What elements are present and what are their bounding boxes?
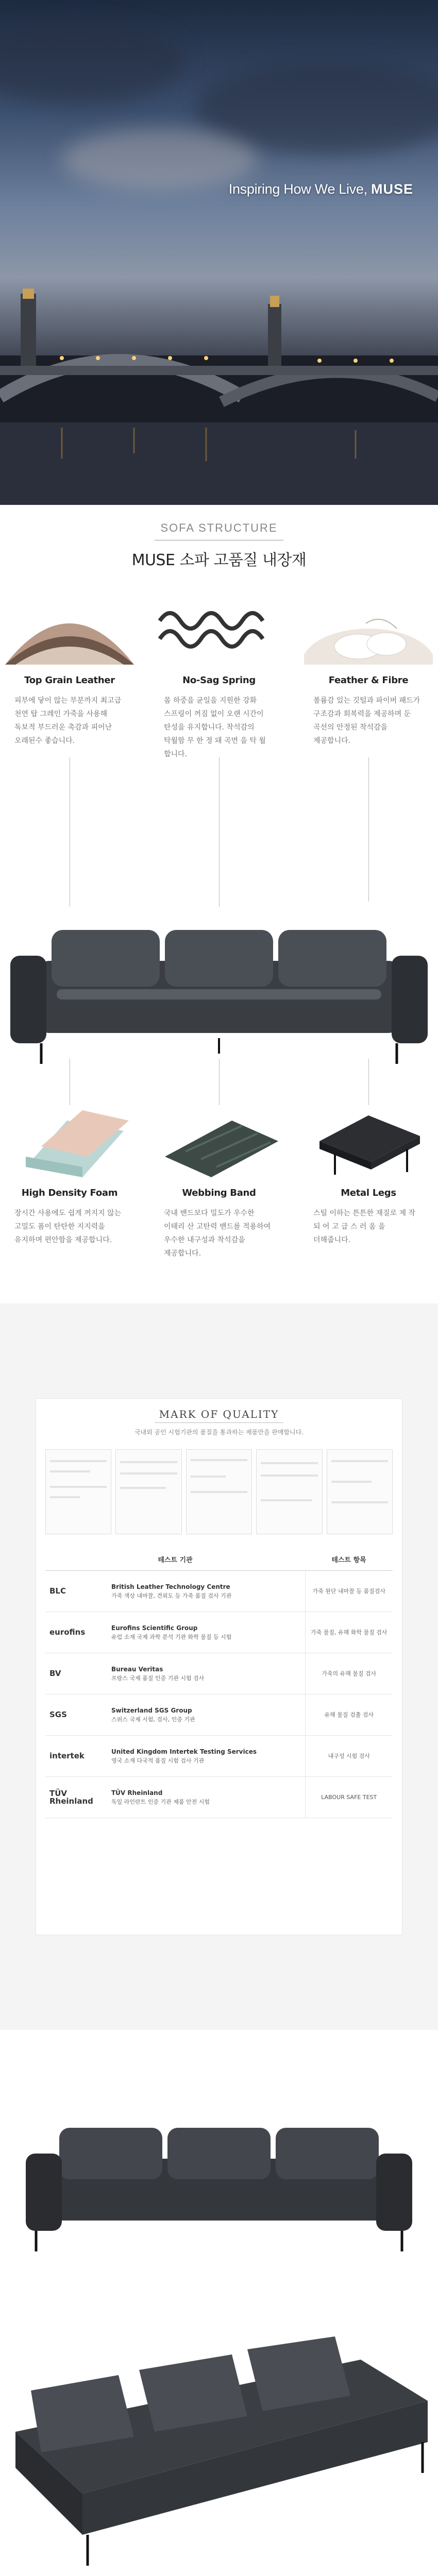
feature-title: Feather & Fibre — [328, 675, 409, 686]
section-eyebrow: SOFA STRUCTURE — [160, 521, 278, 534]
feature-top-grain-leather — [5, 592, 134, 748]
quality-subtitle: 국내외 공인 시험기관의 품질을 통과하는 제품만을 판매합니다. — [134, 1429, 304, 1436]
feature-title: No-Sag Spring — [182, 675, 256, 686]
certificate-gallery — [45, 1449, 393, 1534]
sofa-photo-angle — [0, 2298, 438, 2576]
leader-line — [219, 1059, 220, 1105]
agency-desc: 가죽 색상 내마찰, 견뢰도 등 가죽 품질 검사 기관 — [111, 1592, 232, 1599]
certificate-image — [45, 1449, 111, 1534]
certificate-image — [256, 1449, 322, 1534]
divider — [155, 1422, 283, 1423]
table-header-row — [45, 1548, 393, 1571]
feature-title: Metal Legs — [341, 1188, 396, 1198]
leader-line — [368, 1059, 369, 1105]
cloud — [0, 21, 186, 103]
agency-cell — [107, 1694, 305, 1736]
test-item: 유해 물질 검출 검사 — [305, 1694, 393, 1736]
agency-logo: TÜV Rheinland — [45, 1777, 107, 1818]
agency-logo: intertek — [45, 1736, 107, 1777]
feature-high-density-foam — [5, 1105, 134, 1247]
feature-desc: 국내 밴드보다 밀도가 우수한 이태리 산 고탄력 밴드를 적용하여 우수한 내구성과 착석감을 제공합니다. — [164, 1209, 271, 1258]
hero-tagline — [229, 181, 413, 197]
webbing-image — [155, 1105, 283, 1177]
test-item: 가죽의 유해 물질 검사 — [305, 1653, 393, 1694]
feature-no-sag-spring — [155, 592, 283, 761]
agency-name: United Kingdom Intertek Testing Services — [111, 1748, 257, 1755]
feature-feather-fibre — [304, 592, 433, 748]
agency-cell — [107, 1736, 305, 1777]
agency-name: Eurofins Scientific Group — [111, 1624, 198, 1632]
mark-of-quality-section — [0, 1303, 438, 2030]
feature-title: High Density Foam — [21, 1188, 118, 1198]
sofa-illustration — [10, 899, 428, 1069]
certificate-image — [327, 1449, 393, 1534]
leader-line — [219, 757, 220, 907]
table-row — [45, 1777, 393, 1818]
feature-desc: 피부에 닿이 않는 부분까지 최고급 천연 탑 그레인 가죽을 사용해 독보적 부드러운 촉감과 피어난 오래된수 좋습니다. — [14, 697, 122, 745]
brand-name: MUSE — [370, 181, 413, 197]
table-row — [45, 1612, 393, 1653]
feature-title: Top Grain Leather — [24, 675, 115, 686]
leather-swatch-image — [5, 592, 134, 665]
agency-desc: 영국 소재 다국적 품질 시험 검사 기관 — [111, 1757, 205, 1764]
agency-logo: eurofins — [45, 1612, 107, 1653]
agency-desc: 프랑스 국제 품질 인증 기관 시험 검사 — [111, 1674, 205, 1682]
agency-cell — [107, 1777, 305, 1818]
feature-metal-legs — [304, 1105, 433, 1247]
column-header-item: 테스트 항목 — [305, 1548, 393, 1571]
test-item: 가죽 물질, 유해 화학 물질 검사 — [305, 1612, 393, 1653]
leader-line — [368, 757, 369, 902]
agency-cell — [107, 1612, 305, 1653]
sofa-photo-front — [0, 2030, 438, 2298]
foam-image — [5, 1105, 134, 1177]
agency-logo: BV — [45, 1653, 107, 1694]
test-agency-table — [45, 1548, 393, 1818]
agency-logo: BLC — [45, 1571, 107, 1612]
feature-desc: 스틸 이하는 튼튼한 재질로 제 작 되 어 고 급 스 러 움 을 더해줍니다. — [313, 1209, 416, 1244]
section-title: MUSE 소파 고품질 내장재 — [131, 551, 307, 569]
quality-title: MARK OF QUALITY — [159, 1408, 279, 1420]
quality-card — [36, 1399, 402, 1935]
table-row — [45, 1736, 393, 1777]
test-item: LABOUR SAFE TEST — [305, 1777, 393, 1818]
table-row — [45, 1571, 393, 1612]
test-item: 가죽 원단 내마찰 등 품질검사 — [305, 1571, 393, 1612]
test-item: 내구성 시험 검사 — [305, 1736, 393, 1777]
column-header-org: 테스트 기관 — [45, 1548, 305, 1571]
agency-logo: SGS — [45, 1694, 107, 1736]
feature-desc: 볼륨감 있는 깃털과 파이버 패드가 구조감과 회복력을 제공하며 둔 곡선의 안정된 착석감을 제공합니다. — [313, 697, 420, 745]
certificate-image — [186, 1449, 252, 1534]
agency-cell — [107, 1571, 305, 1612]
agency-desc: 유럽 소재 국제 과학 분석 기관 화학 물질 등 시험 — [111, 1633, 232, 1640]
metal-legs-image — [304, 1105, 433, 1177]
feature-webbing-band — [155, 1105, 283, 1260]
table-row — [45, 1694, 393, 1736]
tagline-text: Inspiring How We Live, — [228, 181, 367, 197]
feature-title: Webbing Band — [182, 1188, 256, 1198]
agency-name: TÜV Rheinland — [111, 1789, 163, 1797]
agency-desc: 스위스 국제 시험, 검사, 인증 기관 — [111, 1716, 195, 1723]
agency-name: British Leather Technology Centre — [111, 1583, 230, 1590]
hero-banner — [0, 0, 438, 505]
agency-cell — [107, 1653, 305, 1694]
sofa-structure-section — [0, 505, 438, 1329]
bridge-illustration — [0, 289, 438, 505]
agency-desc: 독일 라인란트 인증 기관 제품 안전 시험 — [111, 1798, 210, 1805]
agency-name: Bureau Veritas — [111, 1665, 163, 1673]
agency-name: Switzerland SGS Group — [111, 1706, 192, 1714]
spring-image — [155, 592, 283, 665]
table-row — [45, 1653, 393, 1694]
certificate-image — [115, 1449, 181, 1534]
feature-desc: 몸 하중을 균일을 지원한 강화 스프링이 꺼짐 없이 오랜 시간이 탄성을 유지합니다. 착석감의 탁월함 무 한 정 돼 곡면 을 탁 월 합니다. — [164, 697, 266, 758]
feature-desc: 장시간 사용에도 쉽게 꺼지지 않는 고밀도 폼이 탄탄한 지지력을 유지하며 편안함을 제공합니다. — [14, 1209, 122, 1244]
feather-image — [304, 592, 433, 665]
